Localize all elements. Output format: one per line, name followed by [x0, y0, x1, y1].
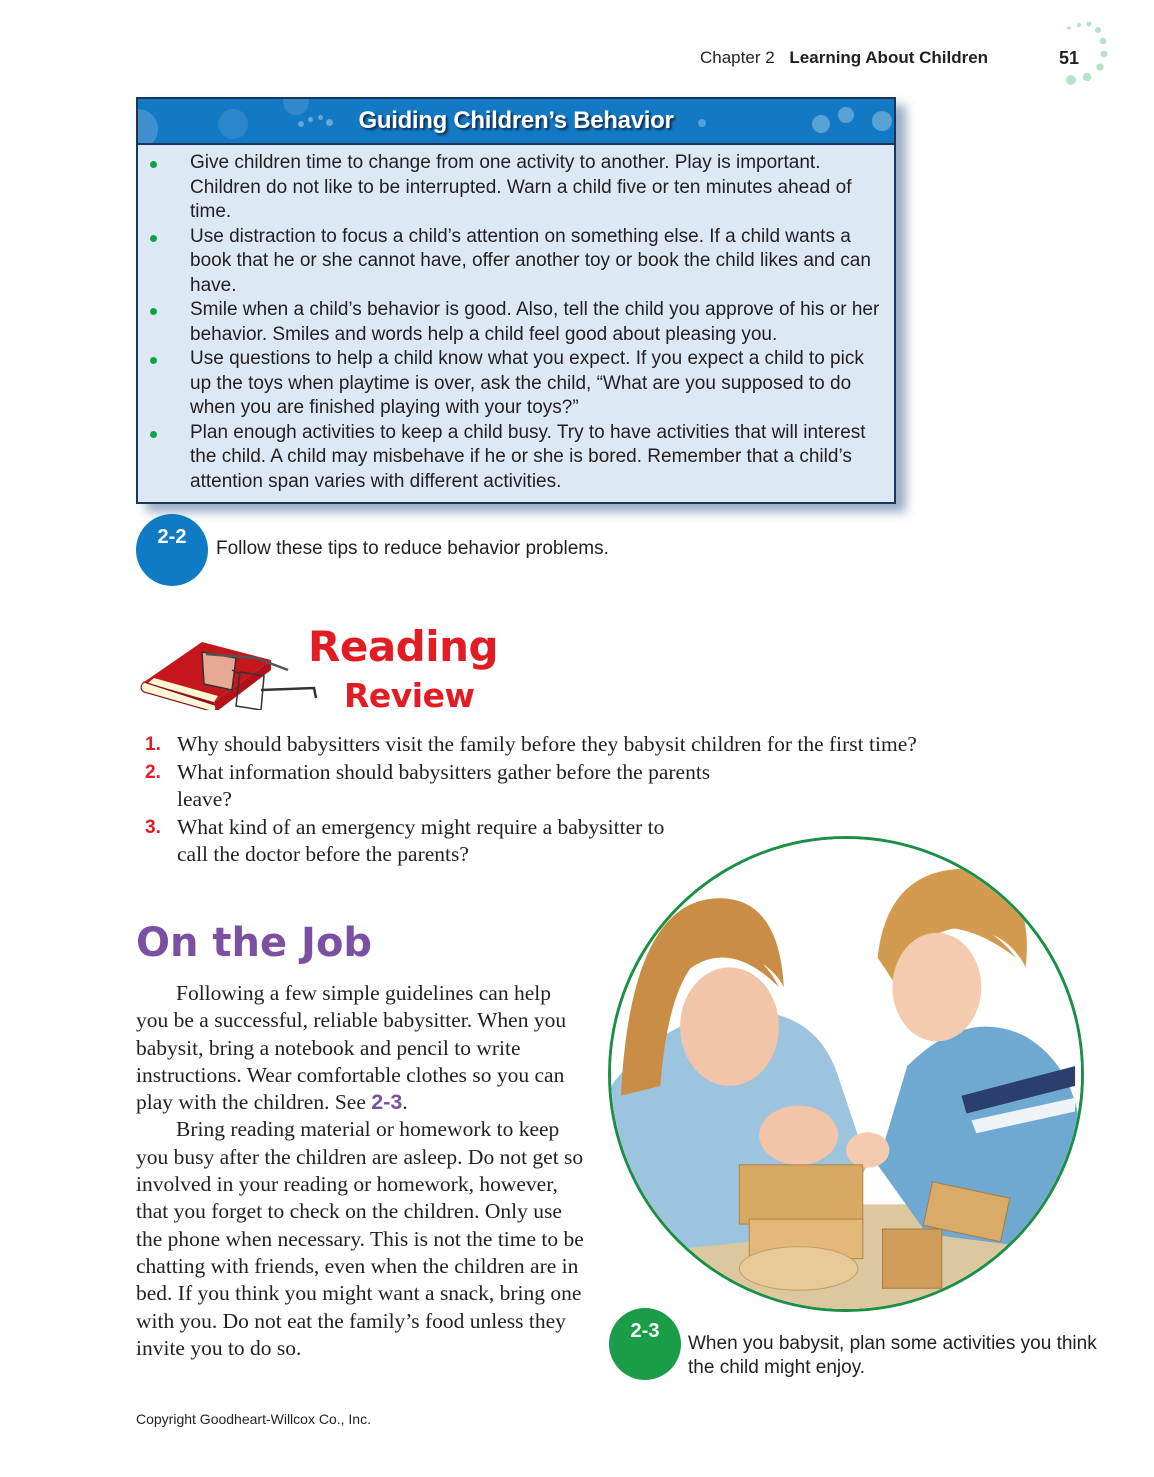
guide-box: [136, 97, 896, 504]
figure-badge-2-2: 2-2: [136, 514, 208, 586]
bullet-icon: [150, 161, 157, 168]
running-header: [700, 48, 988, 68]
reading-review-title: Reading: [308, 622, 499, 671]
guide-list-item: Plan enough activities to keep a child busy. Try to have activities that will interest the child. A child may misbehave if he or she is bored. Remember that a child’s attention span varies with different activities.: [138, 421, 894, 495]
figure-reference-link[interactable]: 2-3: [371, 1090, 403, 1115]
guide-list-item: Use distraction to focus a child’s attention on something else. If a child wants a book that he or she cannot have, offer another toy or book the child likes and can have.: [138, 225, 894, 299]
guide-list-item: Give children time to change from one activity to another. Play is important. Children do not like to be interrupted. Warn a child five or ten minutes ahead of time.: [138, 151, 894, 225]
bullet-icon: [150, 308, 157, 315]
section-heading-on-the-job: On the Job: [136, 920, 373, 966]
reading-review-subtitle: Review: [344, 676, 475, 715]
chapter-title: Learning About Children: [789, 48, 989, 67]
review-question: 2. What information should babysitters gather before the parents leave?: [145, 759, 711, 811]
figure-caption-2-3: When you babysit, plan some activities you think the child might enjoy.: [688, 1333, 1097, 1378]
bullet-icon: [150, 357, 157, 364]
guide-box-title: Guiding Children’s Behavior: [358, 107, 674, 134]
review-question: 1. Why should babysitters visit the family before they babysit children for the first time?: [145, 732, 917, 756]
review-question: 3. What kind of an emergency might require a babysitter to call the doctor before the parents?: [145, 814, 665, 866]
paragraph: Following a few simple guidelines can help you be a successful, reliable babysitter. When you babysit, bring a notebook and pencil to write instructions. Wear comfortable clothes so you can play with the children. See 2-3.: [136, 981, 567, 1115]
bullet-icon: [150, 235, 157, 242]
guide-box-header: [138, 99, 894, 145]
bullet-icon: [150, 431, 157, 438]
copyright-footer: Copyright Goodheart-Willcox Co., Inc.: [136, 1411, 371, 1427]
figure-caption-2-2: Follow these tips to reduce behavior problems.: [216, 538, 609, 559]
book-with-glasses-icon: [136, 630, 331, 710]
figure-photo-2-3: [608, 836, 1084, 1312]
decorative-dots-icon: [1060, 16, 1120, 96]
guide-list-item: Smile when a child’s behavior is good. Also, tell the child you approve of his or her behavior. Smiles and words help a child feel good about pleasing you.: [138, 298, 894, 347]
guide-list: [138, 145, 894, 494]
paragraph: Bring reading material or homework to keep you busy after the children are asleep. Do not get so involved in your reading or homework, however, that you forget to check on the children. Only use the phone when necessary. This is not the time to be chatting with friends, even when the children are in bed. If you think you might want a snack, bring one with you. Do not eat the family’s food unless they invite you to do so.: [136, 1117, 584, 1360]
page-number: 51: [1059, 48, 1080, 68]
children-playing-blocks-image: [611, 839, 1081, 1309]
figure-badge-2-3: 2-3: [609, 1308, 681, 1380]
guide-list-item: Use questions to help a child know what you expect. If you expect a child to pick up the toys when playtime is over, ask the child, “What are you supposed to do when you are finished playing with your toys?”: [138, 347, 894, 421]
on-the-job-body: [136, 980, 586, 1362]
chapter-label: Chapter 2: [700, 48, 775, 67]
